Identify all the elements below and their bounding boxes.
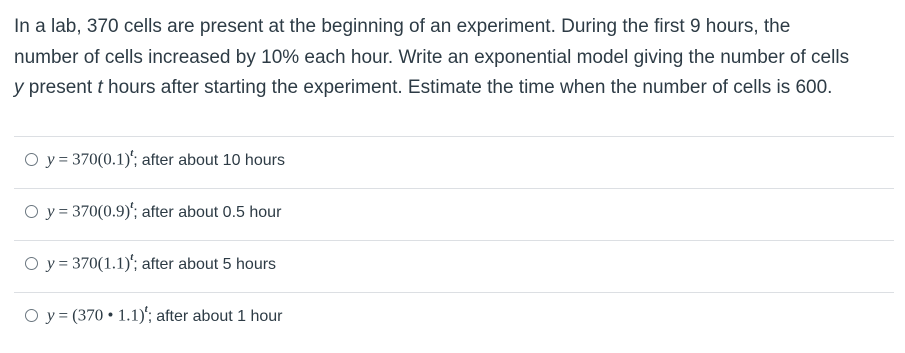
- answer-separator: ;: [147, 307, 153, 325]
- answer-option-4[interactable]: [14, 292, 894, 344]
- variable-t: t: [97, 77, 103, 98]
- question-line-3-rest: hours after starting the experiment. Estimate the time when the number of cells is 600.: [102, 77, 833, 98]
- answer-label[interactable]: [47, 201, 281, 222]
- answer-label[interactable]: [47, 305, 283, 326]
- answer-separator: ;: [133, 255, 138, 273]
- radio-button-icon[interactable]: [25, 257, 38, 270]
- answer-option-3[interactable]: [14, 240, 894, 292]
- question-line-2: number of cells increased by 10% each hour. Write an exponential model giving the number of cells: [14, 46, 850, 68]
- answer-separator: ;: [133, 151, 138, 169]
- answer-label[interactable]: [47, 149, 285, 170]
- answer-text: after about 1 hour: [156, 307, 283, 325]
- answer-formula: $y = 370(0.1)^t$: [47, 147, 134, 169]
- answer-text: after about 0.5 hour: [141, 203, 282, 221]
- answer-text: after about 10 hours: [141, 151, 285, 169]
- answer-label[interactable]: [47, 253, 276, 274]
- answer-text: after about 5 hours: [141, 255, 277, 273]
- question-line-1: In a lab, 370 cells are present at the beginning of an experiment. During the first 9 hours, the: [14, 16, 791, 37]
- question-line-3: [14, 73, 894, 104]
- variable-y: y: [14, 77, 24, 98]
- answer-separator: ;: [133, 203, 138, 221]
- radio-button-icon[interactable]: [25, 309, 38, 322]
- question-text: [14, 12, 894, 104]
- answer-option-1[interactable]: [14, 136, 894, 188]
- radio-button-icon[interactable]: [25, 205, 38, 218]
- answer-formula: y = (370 • 1.1)$^t$: [47, 303, 148, 325]
- answer-formula: $y = 370(1.1)^t$: [47, 251, 134, 273]
- answer-list: [14, 136, 894, 344]
- question-line-3-mid: present: [23, 77, 98, 98]
- answer-option-2[interactable]: [14, 188, 894, 240]
- radio-button-icon[interactable]: [25, 153, 38, 166]
- answer-formula: $y = 370(0.9)^t$: [47, 199, 134, 221]
